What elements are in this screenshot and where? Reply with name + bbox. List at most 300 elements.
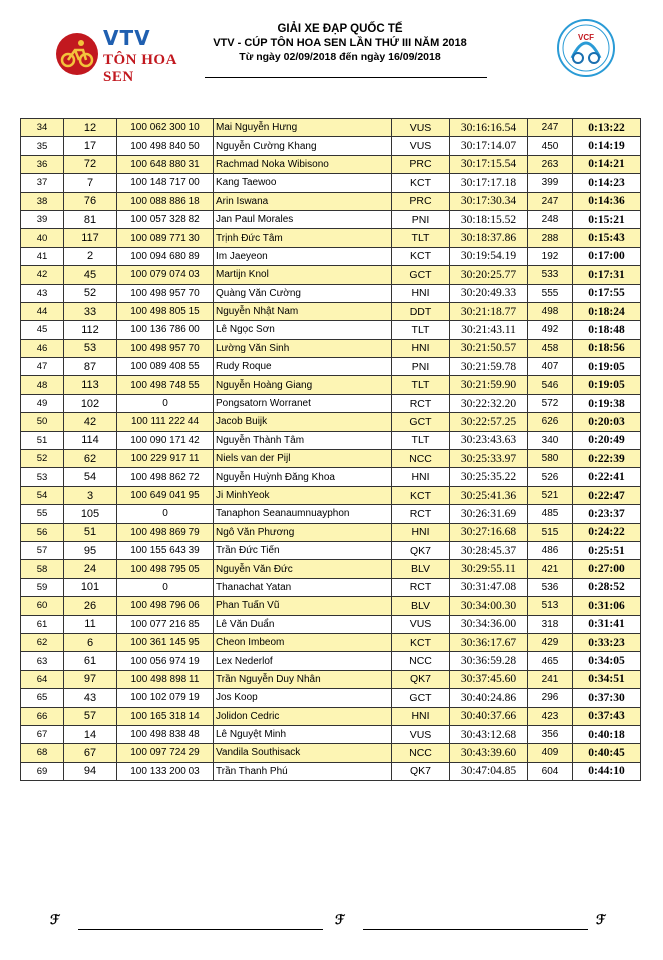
cell-uci: 0 xyxy=(117,505,214,523)
cell-rank: 59 xyxy=(21,578,64,596)
vcf-federation-logo xyxy=(556,18,616,78)
table-row xyxy=(21,192,641,210)
cell-gap: 0:31:06 xyxy=(573,597,641,615)
cell-uci: 100 498 862 72 xyxy=(117,468,214,486)
vcf-emblem-text: VCF xyxy=(578,33,594,42)
cell-time: 30:25:35.22 xyxy=(450,468,528,486)
cell-time: 30:18:37.86 xyxy=(450,229,528,247)
cell-time: 30:36:59.28 xyxy=(450,652,528,670)
cell-uci: 100 498 898 11 xyxy=(117,670,214,688)
signature-mark-icon: ℱ xyxy=(335,913,346,928)
cell-uci: 100 229 917 11 xyxy=(117,450,214,468)
cell-gap: 0:13:22 xyxy=(573,119,641,137)
cell-gap: 0:31:41 xyxy=(573,615,641,633)
cell-team: BLV xyxy=(392,560,450,578)
cell-gap: 0:14:21 xyxy=(573,155,641,173)
cell-rank: 69 xyxy=(21,762,64,780)
cell-team: NCC xyxy=(392,652,450,670)
cell-time: 30:17:30.34 xyxy=(450,192,528,210)
cell-bib: 102 xyxy=(64,394,117,412)
cell-gap: 0:14:36 xyxy=(573,192,641,210)
cell-rank: 60 xyxy=(21,597,64,615)
table-row xyxy=(21,339,641,357)
cell-uci: 100 498 796 06 xyxy=(117,597,214,615)
cell-time: 30:21:59.90 xyxy=(450,376,528,394)
table-row xyxy=(21,744,641,762)
cell-team: PRC xyxy=(392,155,450,173)
cell-gap: 0:40:18 xyxy=(573,725,641,743)
cell-time: 30:47:04.85 xyxy=(450,762,528,780)
cell-team: KCT xyxy=(392,174,450,192)
cell-rank: 56 xyxy=(21,523,64,541)
cell-time: 30:23:43.63 xyxy=(450,431,528,449)
cell-team: DDT xyxy=(392,302,450,320)
cell-gap: 0:15:21 xyxy=(573,210,641,228)
cell-name: Nguyễn Huỳnh Đăng Khoa xyxy=(214,468,392,486)
cell-rank: 49 xyxy=(21,394,64,412)
cell-gap: 0:20:49 xyxy=(573,431,641,449)
cell-pts: 533 xyxy=(528,266,573,284)
cell-name: Cheon Imbeom xyxy=(214,633,392,651)
cell-time: 30:34:36.00 xyxy=(450,615,528,633)
cell-uci: 100 102 079 19 xyxy=(117,689,214,707)
cell-uci: 100 361 145 95 xyxy=(117,633,214,651)
cell-name: Arin Iswana xyxy=(214,192,392,210)
table-row xyxy=(21,578,641,596)
cell-name: Ngô Văn Phương xyxy=(214,523,392,541)
cell-time: 30:21:59.78 xyxy=(450,358,528,376)
table-row xyxy=(21,633,641,651)
cell-team: NCC xyxy=(392,744,450,762)
signature-footer xyxy=(0,905,663,945)
tonhoasen-logo-text: TÔN HOA SEN xyxy=(103,52,177,85)
cell-time: 30:19:54.19 xyxy=(450,247,528,265)
cell-rank: 50 xyxy=(21,413,64,431)
cell-bib: 72 xyxy=(64,155,117,173)
cell-pts: 399 xyxy=(528,174,573,192)
cell-team: GCT xyxy=(392,689,450,707)
cell-gap: 0:18:56 xyxy=(573,339,641,357)
cell-team: NCC xyxy=(392,450,450,468)
cell-rank: 68 xyxy=(21,744,64,762)
cell-team: TLT xyxy=(392,229,450,247)
cell-rank: 63 xyxy=(21,652,64,670)
cell-pts: 340 xyxy=(528,431,573,449)
cell-team: QK7 xyxy=(392,541,450,559)
cell-rank: 35 xyxy=(21,137,64,155)
cell-name: Im Jaeyeon xyxy=(214,247,392,265)
cell-uci: 100 155 643 39 xyxy=(117,541,214,559)
cell-gap: 0:37:43 xyxy=(573,707,641,725)
cell-team: VUS xyxy=(392,725,450,743)
cell-pts: 263 xyxy=(528,155,573,173)
header-titles xyxy=(195,22,485,64)
cell-name: Kang Taewoo xyxy=(214,174,392,192)
cell-uci: 100 498 840 50 xyxy=(117,137,214,155)
cell-uci: 100 094 680 89 xyxy=(117,247,214,265)
cell-gap: 0:37:30 xyxy=(573,689,641,707)
table-row xyxy=(21,155,641,173)
table-row xyxy=(21,652,641,670)
cell-bib: 112 xyxy=(64,321,117,339)
cell-rank: 58 xyxy=(21,560,64,578)
cell-team: HNI xyxy=(392,468,450,486)
cell-uci: 100 057 328 82 xyxy=(117,210,214,228)
cell-uci: 100 090 171 42 xyxy=(117,431,214,449)
cell-bib: 67 xyxy=(64,744,117,762)
cell-pts: 555 xyxy=(528,284,573,302)
cell-name: Nguyễn Thành Tâm xyxy=(214,431,392,449)
cell-team: VUS xyxy=(392,615,450,633)
cell-name: Niels van der Pijl xyxy=(214,450,392,468)
cell-time: 30:40:37.66 xyxy=(450,707,528,725)
table-row xyxy=(21,615,641,633)
cell-uci: 100 498 869 79 xyxy=(117,523,214,541)
cell-name: Mai Nguyễn Hưng xyxy=(214,119,392,137)
cell-uci: 100 089 408 55 xyxy=(117,358,214,376)
cell-gap: 0:17:55 xyxy=(573,284,641,302)
table-row xyxy=(21,670,641,688)
cell-gap: 0:33:23 xyxy=(573,633,641,651)
cell-bib: 62 xyxy=(64,450,117,468)
cell-uci: 0 xyxy=(117,394,214,412)
cell-bib: 42 xyxy=(64,413,117,431)
table-row xyxy=(21,394,641,412)
cell-gap: 0:34:05 xyxy=(573,652,641,670)
cell-bib: 57 xyxy=(64,707,117,725)
cell-pts: 247 xyxy=(528,119,573,137)
cell-rank: 41 xyxy=(21,247,64,265)
cell-team: VUS xyxy=(392,119,450,137)
cell-team: KCT xyxy=(392,247,450,265)
cell-bib: 51 xyxy=(64,523,117,541)
cell-gap: 0:19:38 xyxy=(573,394,641,412)
cell-name: Jolidon Cedric xyxy=(214,707,392,725)
cell-time: 30:31:47.08 xyxy=(450,578,528,596)
page-dates: Từ ngày 02/09/2018 đến ngày 16/09/2018 xyxy=(239,51,441,63)
cell-name: Rudy Roque xyxy=(214,358,392,376)
cell-bib: 81 xyxy=(64,210,117,228)
cell-uci: 100 056 974 19 xyxy=(117,652,214,670)
cell-rank: 34 xyxy=(21,119,64,137)
cell-bib: 3 xyxy=(64,486,117,504)
cell-bib: 52 xyxy=(64,284,117,302)
cell-team: VUS xyxy=(392,137,450,155)
cell-name: Jos Koop xyxy=(214,689,392,707)
cell-time: 30:17:15.54 xyxy=(450,155,528,173)
signature-line xyxy=(363,929,588,930)
cell-uci: 100 498 795 05 xyxy=(117,560,214,578)
cell-bib: 24 xyxy=(64,560,117,578)
cell-rank: 66 xyxy=(21,707,64,725)
cell-pts: 546 xyxy=(528,376,573,394)
cell-name: Nguyễn Nhật Nam xyxy=(214,302,392,320)
cell-gap: 0:28:52 xyxy=(573,578,641,596)
cell-team: KCT xyxy=(392,486,450,504)
cell-name: Rachmad Noka Wibisono xyxy=(214,155,392,173)
cell-gap: 0:20:03 xyxy=(573,413,641,431)
cell-pts: 241 xyxy=(528,670,573,688)
cell-pts: 450 xyxy=(528,137,573,155)
cell-rank: 39 xyxy=(21,210,64,228)
cell-bib: 105 xyxy=(64,505,117,523)
cell-bib: 95 xyxy=(64,541,117,559)
cell-time: 30:28:45.37 xyxy=(450,541,528,559)
header-divider xyxy=(205,77,487,78)
cell-time: 30:22:32.20 xyxy=(450,394,528,412)
cell-uci: 100 079 074 03 xyxy=(117,266,214,284)
cell-name: Vandila Southisack xyxy=(214,744,392,762)
cell-team: TLT xyxy=(392,431,450,449)
cell-name: Martijn Knol xyxy=(214,266,392,284)
page-title: GIẢI XE ĐẠP QUỐC TẾ xyxy=(277,23,403,35)
cell-time: 30:20:49.33 xyxy=(450,284,528,302)
cell-bib: 12 xyxy=(64,119,117,137)
cell-gap: 0:17:31 xyxy=(573,266,641,284)
cell-bib: 11 xyxy=(64,615,117,633)
table-row xyxy=(21,707,641,725)
cell-time: 30:37:45.60 xyxy=(450,670,528,688)
cell-pts: 356 xyxy=(528,725,573,743)
cell-bib: 6 xyxy=(64,633,117,651)
table-row xyxy=(21,413,641,431)
cell-time: 30:29:55.11 xyxy=(450,560,528,578)
cell-uci: 100 649 041 95 xyxy=(117,486,214,504)
cell-name: Trịnh Đức Tâm xyxy=(214,229,392,247)
cell-gap: 0:18:48 xyxy=(573,321,641,339)
table-row xyxy=(21,486,641,504)
cell-uci: 100 062 300 10 xyxy=(117,119,214,137)
cell-bib: 7 xyxy=(64,174,117,192)
table-row xyxy=(21,689,641,707)
cell-pts: 513 xyxy=(528,597,573,615)
cell-team: BLV xyxy=(392,597,450,615)
cell-uci: 100 136 786 00 xyxy=(117,321,214,339)
cell-rank: 37 xyxy=(21,174,64,192)
table-row xyxy=(21,229,641,247)
cell-rank: 57 xyxy=(21,541,64,559)
page-subtitle: VTV - CÚP TÔN HOA SEN LẦN THỨ III NĂM 2018 xyxy=(213,37,467,49)
cell-time: 30:17:14.07 xyxy=(450,137,528,155)
table-row xyxy=(21,541,641,559)
cell-name: Nguyễn Cường Khang xyxy=(214,137,392,155)
cell-pts: 498 xyxy=(528,302,573,320)
cell-rank: 48 xyxy=(21,376,64,394)
table-row xyxy=(21,119,641,137)
cell-team: PRC xyxy=(392,192,450,210)
cell-uci: 100 648 880 31 xyxy=(117,155,214,173)
cell-team: KCT xyxy=(392,633,450,651)
table-row xyxy=(21,302,641,320)
cell-rank: 55 xyxy=(21,505,64,523)
cell-pts: 421 xyxy=(528,560,573,578)
cell-name: Lê Văn Duẩn xyxy=(214,615,392,633)
results-table-container xyxy=(20,118,640,781)
cell-bib: 45 xyxy=(64,266,117,284)
cell-pts: 423 xyxy=(528,707,573,725)
cell-name: Tanaphon Seanaumnuayphon xyxy=(214,505,392,523)
cell-rank: 67 xyxy=(21,725,64,743)
cell-uci: 100 498 805 15 xyxy=(117,302,214,320)
cell-gap: 0:19:05 xyxy=(573,376,641,394)
vtv-tonhoasen-logo xyxy=(55,22,195,85)
cell-uci: 100 498 957 70 xyxy=(117,339,214,357)
cell-pts: 318 xyxy=(528,615,573,633)
cell-gap: 0:44:10 xyxy=(573,762,641,780)
table-row xyxy=(21,431,641,449)
cell-name: Lường Văn Sinh xyxy=(214,339,392,357)
cyclist-logo-icon xyxy=(55,32,99,76)
cell-time: 30:21:43.11 xyxy=(450,321,528,339)
cell-pts: 465 xyxy=(528,652,573,670)
vtv-logo-text: VTV xyxy=(103,26,151,50)
cell-pts: 458 xyxy=(528,339,573,357)
cell-name: Phan Tuấn Vũ xyxy=(214,597,392,615)
cell-bib: 97 xyxy=(64,670,117,688)
cell-bib: 61 xyxy=(64,652,117,670)
cell-time: 30:17:17.18 xyxy=(450,174,528,192)
signature-mark-icon: ℱ xyxy=(596,913,607,928)
cell-name: Lê Nguyệt Minh xyxy=(214,725,392,743)
table-row xyxy=(21,725,641,743)
cell-pts: 288 xyxy=(528,229,573,247)
cell-time: 30:40:24.86 xyxy=(450,689,528,707)
cell-pts: 248 xyxy=(528,210,573,228)
signature-line xyxy=(78,929,323,930)
cell-pts: 247 xyxy=(528,192,573,210)
cell-pts: 492 xyxy=(528,321,573,339)
cell-team: QK7 xyxy=(392,670,450,688)
cell-rank: 43 xyxy=(21,284,64,302)
cell-bib: 87 xyxy=(64,358,117,376)
cell-uci: 100 498 748 55 xyxy=(117,376,214,394)
table-row xyxy=(21,468,641,486)
signature-mark-icon: ℱ xyxy=(50,913,61,928)
cell-name: Quàng Văn Cường xyxy=(214,284,392,302)
cell-team: PNI xyxy=(392,210,450,228)
cell-team: QK7 xyxy=(392,762,450,780)
table-row xyxy=(21,210,641,228)
cell-time: 30:43:39.60 xyxy=(450,744,528,762)
cell-team: RCT xyxy=(392,505,450,523)
cell-gap: 0:14:23 xyxy=(573,174,641,192)
cell-gap: 0:40:45 xyxy=(573,744,641,762)
cell-bib: 54 xyxy=(64,468,117,486)
cell-pts: 580 xyxy=(528,450,573,468)
cell-uci: 100 133 200 03 xyxy=(117,762,214,780)
cell-rank: 53 xyxy=(21,468,64,486)
cell-gap: 0:27:00 xyxy=(573,560,641,578)
cell-rank: 64 xyxy=(21,670,64,688)
results-table xyxy=(20,118,641,781)
cell-team: TLT xyxy=(392,376,450,394)
cell-pts: 626 xyxy=(528,413,573,431)
cell-uci: 0 xyxy=(117,578,214,596)
cell-gap: 0:25:51 xyxy=(573,541,641,559)
cell-bib: 43 xyxy=(64,689,117,707)
cell-time: 30:21:50.57 xyxy=(450,339,528,357)
cell-gap: 0:24:22 xyxy=(573,523,641,541)
table-row xyxy=(21,266,641,284)
document-header xyxy=(0,0,663,110)
cell-bib: 117 xyxy=(64,229,117,247)
table-row xyxy=(21,560,641,578)
cell-pts: 572 xyxy=(528,394,573,412)
cell-gap: 0:17:00 xyxy=(573,247,641,265)
cell-rank: 65 xyxy=(21,689,64,707)
cell-team: HNI xyxy=(392,339,450,357)
table-row xyxy=(21,358,641,376)
cell-pts: 409 xyxy=(528,744,573,762)
cell-uci: 100 498 957 70 xyxy=(117,284,214,302)
cell-time: 30:25:41.36 xyxy=(450,486,528,504)
table-row xyxy=(21,174,641,192)
cell-time: 30:36:17.67 xyxy=(450,633,528,651)
cell-uci: 100 088 886 18 xyxy=(117,192,214,210)
cell-team: HNI xyxy=(392,284,450,302)
cell-gap: 0:22:39 xyxy=(573,450,641,468)
cell-name: Jacob Buijk xyxy=(214,413,392,431)
cell-bib: 14 xyxy=(64,725,117,743)
cell-rank: 54 xyxy=(21,486,64,504)
cell-gap: 0:18:24 xyxy=(573,302,641,320)
cell-time: 30:27:16.68 xyxy=(450,523,528,541)
cell-team: GCT xyxy=(392,413,450,431)
cell-gap: 0:14:19 xyxy=(573,137,641,155)
cell-rank: 40 xyxy=(21,229,64,247)
cell-uci: 100 148 717 00 xyxy=(117,174,214,192)
cell-pts: 486 xyxy=(528,541,573,559)
cell-time: 30:34:00.30 xyxy=(450,597,528,615)
table-row xyxy=(21,505,641,523)
cell-name: Ji MinhYeok xyxy=(214,486,392,504)
vcf-emblem-icon xyxy=(556,18,616,78)
cell-name: Nguyễn Văn Đức xyxy=(214,560,392,578)
cell-pts: 521 xyxy=(528,486,573,504)
cell-uci: 100 097 724 29 xyxy=(117,744,214,762)
cell-rank: 51 xyxy=(21,431,64,449)
cell-uci: 100 089 771 30 xyxy=(117,229,214,247)
cell-pts: 429 xyxy=(528,633,573,651)
cell-time: 30:21:18.77 xyxy=(450,302,528,320)
cell-pts: 192 xyxy=(528,247,573,265)
cell-bib: 2 xyxy=(64,247,117,265)
cell-bib: 53 xyxy=(64,339,117,357)
table-row xyxy=(21,597,641,615)
cell-pts: 485 xyxy=(528,505,573,523)
cell-rank: 45 xyxy=(21,321,64,339)
cell-bib: 76 xyxy=(64,192,117,210)
cell-gap: 0:19:05 xyxy=(573,358,641,376)
cell-name: Trần Đức Tiến xyxy=(214,541,392,559)
cell-time: 30:20:25.77 xyxy=(450,266,528,284)
cell-name: Thanachat Yatan xyxy=(214,578,392,596)
cell-rank: 42 xyxy=(21,266,64,284)
table-row xyxy=(21,450,641,468)
cell-gap: 0:22:41 xyxy=(573,468,641,486)
cell-bib: 17 xyxy=(64,137,117,155)
cell-rank: 38 xyxy=(21,192,64,210)
cell-team: HNI xyxy=(392,707,450,725)
cell-gap: 0:34:51 xyxy=(573,670,641,688)
cell-gap: 0:22:47 xyxy=(573,486,641,504)
cell-time: 30:26:31.69 xyxy=(450,505,528,523)
cell-uci: 100 498 838 48 xyxy=(117,725,214,743)
cell-rank: 62 xyxy=(21,633,64,651)
cell-gap: 0:15:43 xyxy=(573,229,641,247)
cell-rank: 61 xyxy=(21,615,64,633)
cell-time: 30:43:12.68 xyxy=(450,725,528,743)
